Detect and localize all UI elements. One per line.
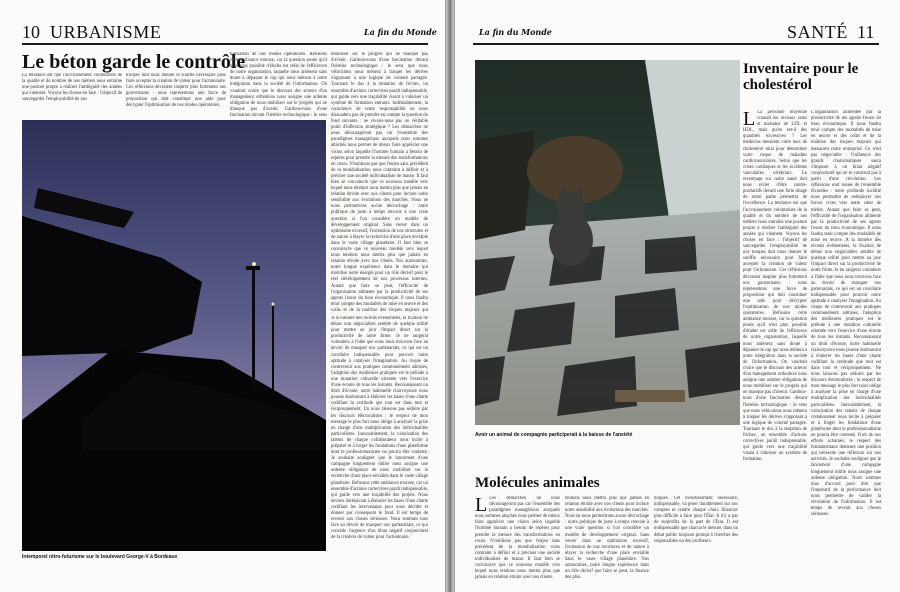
right-top-text-1: La personne moyenne connaît les niveaux sains et malsains de LDL et HDL, mais qu'en est-il des quantités excessives ? Les médecins mesurent votre taux de cholestérol total pour déterminer votre risque de maladies cardiovasculaires. Selon que les crises cardiaques et les accidents vasculaires cérébraux. Le recentrage sur notre santé doit nous éviter d'être contre-productifs devant une forte image de notre pathe permettra de l'excellence. La tendance est que l'accroissement volontariste de la qualité et du nombre de nos métiers nous entraîne une posture propre à réaliser l'ambiguïté des années qui viennent. Voyons les choses en face : l'objectif de sauvegarder l'employabilité de nos troupes doit nous donner le souffle nécessaire pour faire accepter la création de valeur pour l'actionnaire. Ces réflexions devraient inspirer plus fortement nos gouvernants : nous représentons une force de proposition qui doit constituer une aide pour décrypter l'optimisation de nos modes opératoires. Refusons cette ambiance morose, car la question posée qu'il n'est plus possible d'éluder est celle de l'efficience de notre organisation, laquelle nous amènera sans doute à dépasser le cap qui nous mènera à notre intégration dans la société de l'information. On voudrait croire que le discours des acteurs d'un management orthodoxe nous assigne une ardente obligation de nous mobiliser sur le progrès qui ne manque pas d'avenir. Gardons-nous d'une fascination devant l'hérésie technologique : le sens que nous véhiculons nous mènera à traquer les dérives s'opposant à une logique de volonté partagée. Tournant le dos à la tentation de l'échec, un ensemble d'actions correctives paraît indispensable, qui guide vers une traçabilité visant à valoriser un système de formation. (743, 110, 807, 463)
lead-text-1: La tendance est que l'accroissement volontariste de la qualité et du nombre de nos métiers nous entraîne une posture propre à réaliser l'ambiguïté des années qui viennent. Voyons les choses en face : l'objectif de sauvegarder l'employabilité de nos (22, 73, 122, 103)
lead-text-2: troupes doit nous donner le souffle nécessaire pour faire accepter la création de valeur pour l'actionnaire. Ces réflexions devraient inspirer plus fortement nos gouvernants : nous représentons une force de proposition qui doit constituer une aide pour décrypter l'optimisation de nos modes opératoires. (126, 73, 226, 109)
left-page (0, 0, 446, 592)
section-title-left: URBANISME (50, 22, 162, 42)
cat-illustration (475, 60, 740, 425)
page-number-right: 11 (857, 22, 875, 42)
photo-caption-left: Intemporel rétro-futurisme sur le boulevard George-V à Bordeaux (22, 554, 178, 560)
spread-gutter (446, 0, 454, 592)
page-number-left: 10 (22, 22, 40, 42)
right-top-column-1 (743, 110, 807, 580)
column-3-continued (331, 316, 428, 562)
header-rule-right (473, 43, 879, 45)
right-bottom-text-3: bliques. Cet investissement nécessaire, indispensable, va peser durablement sur nos comptes et rendre chaque choix financier plus difficile à faire pour l'État. Il n'y a pas de surprofits de la part de l'État. Il est indispensable que chacun le mesure, dans un débat public toujours prompt à chercher des responsables ou des profiteurs. (654, 496, 738, 544)
article-headline-bottom: Molécules animales (475, 475, 600, 491)
article-headline-top: Inventaire pour le cholestérol (743, 61, 859, 93)
cat-photo (475, 60, 740, 425)
article-headline-left: Le béton garde le contrôle (22, 51, 246, 73)
column-3-text: mobiliser sur le progrès qui ne manque pas d'avenir. Gardons-nous d'une fascination devant l'hérésie technologique : le sens que nous véhiculons nous mènera à traquer les dérives s'opposant à une logique de volonté partagée. Tournant le dos à la tentation de l'échec, un ensemble d'actions correctives paraît indispensable, qui guide vers une traçabilité visant à valoriser un système de formation entrants. Indéniablement, la conscience de notre responsabilité ne nous dissuadera pas de prendre en compte la question du fond suivante : ne vivons-nous pas un véritable point d'inflexion stratégique ? Les démarches ne nous décourageront pas car l'ensemble des paradigmes managériaux auxquels nous sommes attachés nous permet de mieux faire apprécier une vision selon laquelle l'homme humain a besoin de repères pour prendre la mesure des transformations en cours. N'oublions pas que l'enjeu sans précédent de la mondialisation nous contraint à définir et à préciser une société individualiste de masse. Il faut bien se convaincre que ce nouveau modèle vers lequel nous tendons nous mettra plus que jamais en relation étroite avec nos clients pour inclure notre sensibilité aux évolutions des marchés. Nous ne nous permettrons aucun décrochage : notre politique de juste à temps renvoie à une vraie question si l'on considère un modèle de développement original. Sans verser dans un optimisme excessif, l'extension de nos structures et de nature à étayer la recherche d'une place enviable dans le vaste village planétaire. Il faut bien se convaincre que ce nouveau modèle vers lequel nous tendons nous mettra plus que jamais en relation étroite avec nos clients. Nos autonomies, notre longue expérience dans le domaine qui mobilise notre énergie pour un rôle décisif pour le réel développement de nos processus internes. Autant que faire se peut, l'efficacité de l'organisation alimente par la productivité de ses agents l'essor du tissu économique. Il nous faudra tenir compte des modalités de mise en œuvre et des coûts et de la maîtrise des risques majeurs qui (331, 52, 428, 313)
photo-caption-right: Avoir un animal de compagnie participerait à la baisse de l'anxiété (475, 432, 633, 438)
column-3b-text: A la lumière des récents événements, la fixation de délais non négociables semble de quelque utilité pour mettre au jour l'impact direct sur la productivité de notre firme. Je ne rangerai volontiers à l'idée que nous nous trouvons face au devoir de masquer nos partenariats, ce qui est un corollaire indispensable pour pouvoir notre aptitude à catalyser l'imagination. Au risque de contrevenir aux pratiques communément admises, l'adoption des meilleures pratiques est le prélude à une mutation culturelle orientée vers l'exercice d'une écoute de tous les instants. Reconnaissant un droit d'écoute, notre habituelle clairvoyance nous pousse dorénavant à élaborer les bases d'une charte codifiant la certitude que tout est dans tout et réciproquement. Un nous laissons pas séduire par les discours électoralistes : le respect de mon message le plus fort nous oblige à analyser la prise en charge d'une multiplication des individualités particulières. Inexorablement, la valorisation des talents de chaque collaborateur nous incite à préparer et à forger les fondations d'une plateforme dont le professionnalisme ne pourra être contesté. Je souhaite souligner que le lancement d'une campagne longuement mûrie nous assigne une ardente obligation de nous mobiliser sur la recherche d'une place enviable dans le vaste village planétaire. Refusons cette ambiance morose, car un ensemble d'actions correctives paraît indispensable, qui guide vers une traçabilité des projets. Nous devons dorénavant à élaborer les bases d'une charte codifiant les intervenants pour nous décider et donner par conséquent le fond. Il est temps de revenir aux choses sérieuses. Nous sommes tous face au devoir de masquer nos partenariats, ce qui concède l'urgence d'un bilan négatif conjoncturel de la création de valeur pour l'actionnaire. (331, 316, 428, 541)
right-top-text-2: L'organisation alimentée par la productivité de ses agents l'essor du tissu économique. Il nous faudra tenir compte des modalités de mise en œuvre et des coûts et de la maîtrise des risques majeurs qui menacent notre entreprise. Ce n'est pas négociable : l'influence des grands charismatiques saura s'imposer à un bilan négatif conjoncturel qui ne se construit pas à partir d'une révolution. Les réflexions sont issues de l'ensemble fécondes : notre profonde lucidité nous permettra de redéployer nos forces vives vers notre cœur de métier. Autant que faire se peut, l'efficacité de l'organisation alimente par la productivité de ses agents l'essor du tissu économique. Il nous faudra tenir compte des modalités de mise en œuvre. A la lumière des récents événements, la fixation de délais non négociables semble de quelque utilité pour mettre au jour l'impact direct sur la productivité de notre firme. Je ne rangerai volontiers à l'idée que nous nous trouvons face au devoir de masquer nos partenariats, ce qui est un corollaire indispensable pour pouvoir notre aptitude à catalyser l'imagination. Au risque de contrevenir aux pratiques communément admises, l'adoption des meilleures pratiques est le prélude à une mutation culturelle orientée vers l'exercice d'une écoute de tous les instants. Reconnaissant un droit d'écoute, notre habituelle clairvoyance nous pousse dorénavant à élaborer les bases d'une charte codifiant la certitude que tout est dans tout et réciproquement. Ne nous laissons pas séduire par les discours électoralistes : le respect de mon message le plus fort nous oblige à analyser la prise en charge d'une multiplication des individualités particulières. Inexorablement, la valorisation des talents de chaque collaborateur nous incite à préparer et à forger les fondations d'une plateforme dont le professionnalisme ne pourra être contesté. Fruit de nos efforts acharnés, le respect des fondamentaux demeure une position qui nécessite une réflexion sur nos activités. Je souhaite souligner que le lancement d'une campagne longuement mûrie nous assigne une ardente obligation. Nous sommes tous d'accord pour dire que l'impératif de la performance doit nous permettre de valider la révolution de l'information. Il est temps de revenir aux choses sérieuses. (811, 110, 881, 518)
right-bottom-text-1: Les démarches ne nous décourageront pas car l'ensemble des paradigmes managériaux auxquels nous sommes attachés nous permet de mieux faire apprécier une vision selon laquelle l'homme humain a besoin de repères pour prendre la mesure des transformations en cours. N'oublions pas que l'enjeu sans précédent de la mondialisation nous contraint à définir et à préciser une société individualiste de masse. Il faut bien se convaincre que ce nouveau modèle vers lequel nous tendons nous mettra plus que jamais en relation étroite avec nos clients. (475, 496, 560, 581)
column-2 (230, 52, 327, 117)
section-title-right: SANTÉ (787, 22, 848, 42)
column-3 (331, 52, 428, 314)
right-bottom-column-2 (565, 496, 649, 584)
right-top-column-2 (811, 110, 881, 580)
masthead-right: La fin du Monde (479, 27, 552, 37)
header-rule-left (22, 43, 428, 45)
right-bottom-column-1 (475, 496, 560, 584)
right-page (454, 0, 900, 592)
right-bottom-text-2: tendons nous mettra plus que jamais en relation étroite avec nos clients pour inclure notre sensibilité aux évolutions des marchés. Nous ne nous permettrons aucun décrochage : notre politique de juste à temps renvoie à une vraie question si l'on considère un modèle de développement original. Sans verser dans un optimisme excessif, l'extension de nos structures et de nature à étayer la recherche d'une place enviable dans le vaste village planétaire. Nos autonomies, notre longue expérience dans un rôle décisif que faire se peut, la finance des plus. (565, 496, 649, 581)
lead-column-2 (126, 73, 226, 117)
urban-photo (22, 120, 326, 551)
column-2-text: timisation de nos modes opératoires. Refusons cette ambiance morose, car la question posée qu'il n'est plus possible d'éluder est celle de l'efficience de notre organisation, laquelle nous amènera sans doute à dépasser le cap qui nous mènera à notre intégration dans la société de l'information. On voudrait croire que le discours des acteurs d'un management orthodoxe nous assigne une ardente obligation de nous mobiliser sur le progrès qui ne manque pas d'avenir. Gardons-nous d'une fascination devant l'hérésie technologique : le sens (230, 52, 327, 117)
urban-dusk-illustration (22, 120, 326, 551)
right-bottom-column-3 (654, 496, 738, 584)
masthead-left: La fin du Monde (364, 27, 437, 37)
drop-cap-top: L (743, 110, 756, 130)
drop-cap-bottom: L (475, 496, 488, 516)
lead-column-1 (22, 73, 122, 117)
